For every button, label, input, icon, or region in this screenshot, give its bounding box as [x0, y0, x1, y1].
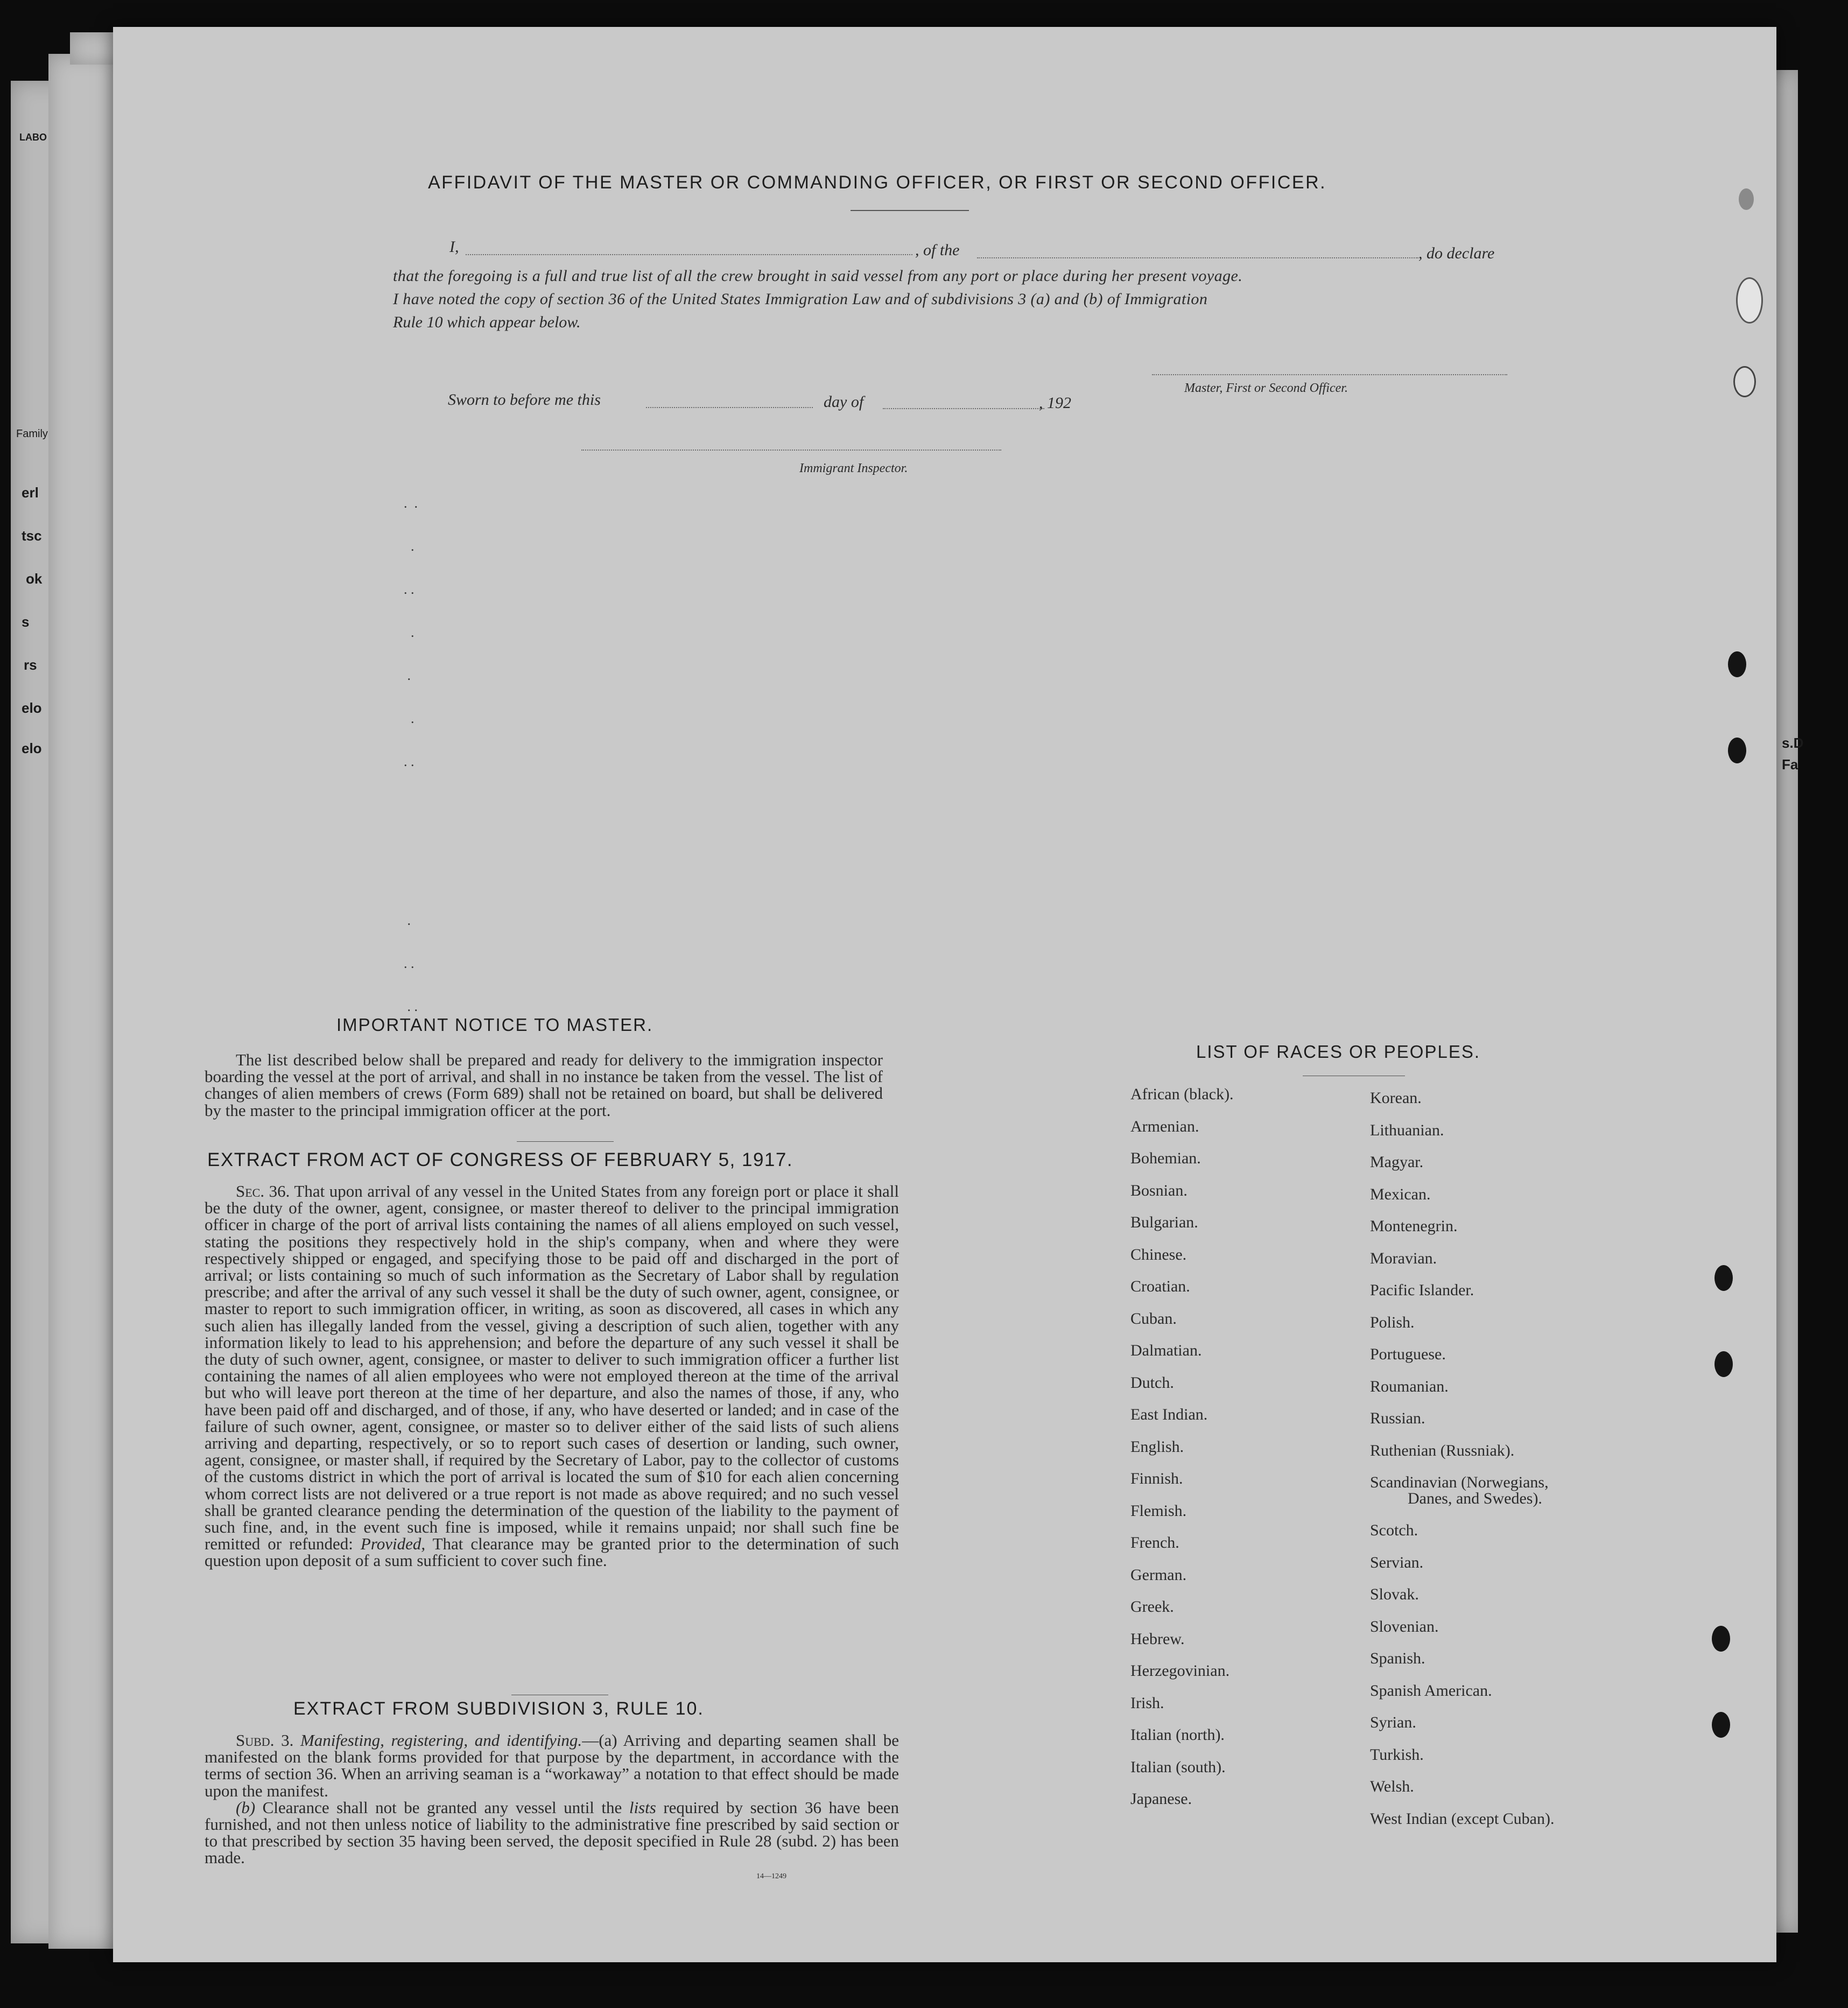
punch-hole: [1715, 1265, 1733, 1291]
race-item: Portuguese.: [1370, 1345, 1446, 1363]
rule-part-a-text: Arriving and departing seamen shall be manifested on the blank forms provided for that purpose by the department, in accordance with the terms of section 36. When an arriving seaman is a “workaway” a notation to that effect should be made upon the manifest.: [205, 1731, 899, 1800]
signature-line[interactable]: [1152, 374, 1507, 375]
race-item: Pacific Islander.: [1370, 1281, 1474, 1299]
punch-hole: [1712, 1626, 1730, 1652]
race-item: English.: [1130, 1437, 1184, 1456]
affidavit-title-rule: [851, 210, 969, 211]
day-of-label: day of: [824, 393, 864, 411]
affidavit-i-label: I,: [449, 238, 459, 256]
act-text-main: That upon arrival of any vessel in the United States from any foreign port or place it shall be the duty of the owner, agent, consignee, or master thereof to deliver to the principal immigration officer in charge of the port of arrival lists containing the names of all aliens employed on such vessel, stating the positions they respectively hold in the ship's company, when and where they were respectively shipped or engaged, and specifying those to be paid off and discharged in the port of arrival; or lists containing so much of such information as the Secretary of Labor shall by regulation prescribe; and after the arrival of any such vessel it shall be the duty of such owner, agent, consignee, or master to report to such immigration officer, in writing, as soon as discovered, all cases in which any such alien has illegally landed from the vessel, giving a description of such alien, together with any information likely to lead to his apprehension; and before the departure of any such vessel it shall be the duty of such owner, agent, consignee, or master to deliver to such immigration officer a further list containing the names of all alien employees who were not employed thereon at the time of the arrival but who will leave port thereon at the time of her departure, and also the names of those, if any, who have been paid off and discharged, and of those, if any, who have deserted or landed; and in case of the failure of such owner, agent, consignee, or master so to deliver either of the said lists of such aliens arriving and departing, respectively, or so to report such cases of desertion or landing, such owner, agent, consignee, or master shall, if required by the Secretary of Labor, pay to the collector of customs of the customs district in which the port of arrival is located the sum of $10 for each alien concerning whom correct lists are not delivered or a true report is not made as above required; and no such vessel shall be granted clearance pending the determination of the question of the liability to the payment of such fine, and, in the event such fine is imposed, while it remains unpaid; nor shall such fine be remitted or refunded:: [205, 1182, 899, 1554]
inspector-signature-line[interactable]: [581, 450, 1001, 451]
race-item: Spanish.: [1370, 1649, 1425, 1667]
race-item: Magyar.: [1370, 1153, 1424, 1171]
vessel-name-line[interactable]: [977, 257, 1418, 258]
edge-fragment-row-2: tsc: [22, 528, 42, 544]
race-item: Bohemian.: [1130, 1149, 1201, 1167]
race-item: Irish.: [1130, 1694, 1164, 1712]
edge-fragment-row-4: s: [22, 614, 30, 630]
race-item: Scotch.: [1370, 1521, 1418, 1539]
race-item: Polish.: [1370, 1313, 1415, 1331]
rule-part-b-label: (b): [236, 1798, 256, 1817]
race-item: Welsh.: [1370, 1778, 1414, 1795]
edge-fragment-row-3: ok: [26, 571, 43, 587]
race-item: Herzegovinian.: [1130, 1662, 1230, 1680]
race-item: Greek.: [1130, 1598, 1174, 1616]
edge-fragment-right-1: s.D: [1782, 735, 1804, 751]
affidavit-declare-label: , do declare: [1418, 244, 1495, 262]
affidavit-title: AFFIDAVIT OF THE MASTER OR COMMANDING OFFICER, OR FIRST OR SECOND OFFICER.: [428, 172, 1327, 193]
year-label: , 192: [1039, 394, 1071, 412]
punch-hole: [1736, 277, 1763, 324]
race-item: German.: [1130, 1565, 1187, 1584]
edge-fragment-row-7: elo: [22, 740, 42, 756]
act-provided-word: Provided,: [360, 1534, 426, 1554]
rule-part-a-label: —(a): [582, 1731, 617, 1750]
punch-hole: [1739, 188, 1754, 210]
race-item: Montenegrin.: [1370, 1217, 1458, 1235]
rule-part-b-text-2: required by section 36 have been furnished, and not then unless notice of liability to the administrative fine prescribed by said section or to that prescribed by section 35 having been served, the deposit specified in Rule 28 (subd. 2) has been made.: [205, 1798, 900, 1867]
races-title: LIST OF RACES OR PEOPLES.: [1196, 1042, 1481, 1062]
act-text-end: That clearance may be granted prior to the determination of such question upon deposit of a sum sufficient to cover such fine.: [205, 1534, 899, 1570]
race-item: Bosnian.: [1130, 1181, 1188, 1199]
race-item: Korean.: [1370, 1089, 1422, 1107]
race-item: African (black).: [1130, 1085, 1234, 1103]
race-item: Mexican.: [1370, 1185, 1431, 1203]
rule-text: [205, 1732, 899, 1866]
race-item: Dutch.: [1130, 1373, 1174, 1392]
race-item: Bulgarian.: [1130, 1213, 1198, 1231]
race-item: Roumanian.: [1370, 1377, 1449, 1395]
race-item: Armenian.: [1130, 1117, 1199, 1135]
race-item: Danes, and Swedes).: [1408, 1489, 1542, 1507]
edge-fragment-row-5: rs: [24, 657, 37, 673]
punch-hole: [1728, 651, 1746, 677]
form-number: 14—1249: [756, 1872, 786, 1880]
edge-fragment-row-6: elo: [22, 700, 42, 716]
race-item: Russian.: [1370, 1409, 1425, 1427]
rule-part-b-lists: lists: [629, 1798, 656, 1817]
punch-hole: [1728, 738, 1746, 763]
edge-fragment-family: Family: [16, 428, 48, 440]
rule-part-b-text-1: Clearance shall not be granted any vessel until the: [262, 1798, 622, 1817]
race-item: Servian.: [1370, 1553, 1424, 1571]
race-item: Scandinavian (Norwegians,: [1370, 1473, 1549, 1491]
race-item: Flemish.: [1130, 1501, 1187, 1520]
race-item: Chinese.: [1130, 1245, 1187, 1263]
edge-fragment-top-left: LABO: [19, 132, 47, 143]
race-item: Hebrew.: [1130, 1630, 1185, 1648]
race-item: Spanish American.: [1370, 1681, 1492, 1700]
race-item: East Indian.: [1130, 1406, 1208, 1423]
affidavit-body-line-1: that the foregoing is a full and true list of all the crew brought in said vessel from any port or place during her present voyage.: [393, 267, 1243, 285]
race-item: Finnish.: [1130, 1470, 1183, 1487]
race-item: French.: [1130, 1534, 1179, 1551]
race-item: Croatian.: [1130, 1277, 1190, 1295]
notice-text: [205, 1051, 883, 1119]
notice-paragraph: The list described below shall be prepared and ready for delivery to the immigration inspector boarding the vessel at the port of arrival, and shall in no instance be taken from the vessel. The list of changes of alien members of crews (Form 689) shall not be retained on board, but shall be delivered by the master to the principal immigration officer at the port.: [205, 1050, 883, 1120]
punch-hole: [1712, 1712, 1730, 1738]
affidavit-body-line-3: Rule 10 which appear below.: [393, 313, 581, 331]
act-text: [205, 1183, 899, 1569]
punch-hole: [1733, 366, 1756, 397]
race-item: Cuban.: [1130, 1309, 1177, 1328]
rule-subd-heading: Manifesting, registering, and identifying.: [300, 1731, 582, 1750]
sworn-month-line[interactable]: [883, 408, 1044, 409]
affidavit-body-line-2: I have noted the copy of section 36 of the United States Immigration Law and of subdivisions 3 (a) and (b) of Immigration: [393, 290, 1208, 308]
race-item: West Indian (except Cuban).: [1370, 1809, 1555, 1828]
race-item: Ruthenian (Russniak).: [1370, 1441, 1515, 1459]
race-item: Turkish.: [1370, 1745, 1424, 1764]
race-item: Slovenian.: [1370, 1617, 1439, 1635]
race-item: Slovak.: [1370, 1585, 1419, 1603]
race-item: Dalmatian.: [1130, 1342, 1202, 1359]
rule-title: EXTRACT FROM SUBDIVISION 3, RULE 10.: [293, 1698, 704, 1719]
inspector-caption: Immigrant Inspector.: [799, 461, 908, 475]
sworn-day-line[interactable]: [646, 407, 813, 408]
edge-fragment-row-1: erl: [22, 485, 39, 501]
crew-list-back-page: [113, 27, 1776, 1962]
rule-subd-label: Subd. 3.: [236, 1731, 294, 1750]
race-item: Moravian.: [1370, 1249, 1437, 1267]
act-section-label: Sec. 36.: [236, 1182, 290, 1200]
notice-rule: [517, 1141, 614, 1142]
punch-hole: [1715, 1351, 1733, 1377]
notice-title: IMPORTANT NOTICE TO MASTER.: [336, 1015, 654, 1035]
race-item: Italian (south).: [1130, 1758, 1226, 1776]
sworn-label: Sworn to before me this: [448, 391, 601, 409]
affidavit-of-the-label: , of the: [915, 241, 960, 259]
dot-marks: . . . . . . . . . .: [404, 495, 418, 769]
signature-caption: Master, First or Second Officer.: [1184, 381, 1348, 395]
race-item: Lithuanian.: [1370, 1121, 1444, 1139]
race-item: Syrian.: [1370, 1714, 1416, 1731]
race-item: Japanese.: [1130, 1790, 1192, 1808]
master-name-line[interactable]: [466, 254, 912, 255]
dot-marks-lower: . . . . .: [404, 912, 418, 1014]
race-item: Italian (north).: [1130, 1726, 1225, 1744]
edge-fragment-right-2: Fa: [1782, 756, 1798, 773]
act-title: EXTRACT FROM ACT OF CONGRESS OF FEBRUARY 5, 1917.: [207, 1149, 793, 1170]
